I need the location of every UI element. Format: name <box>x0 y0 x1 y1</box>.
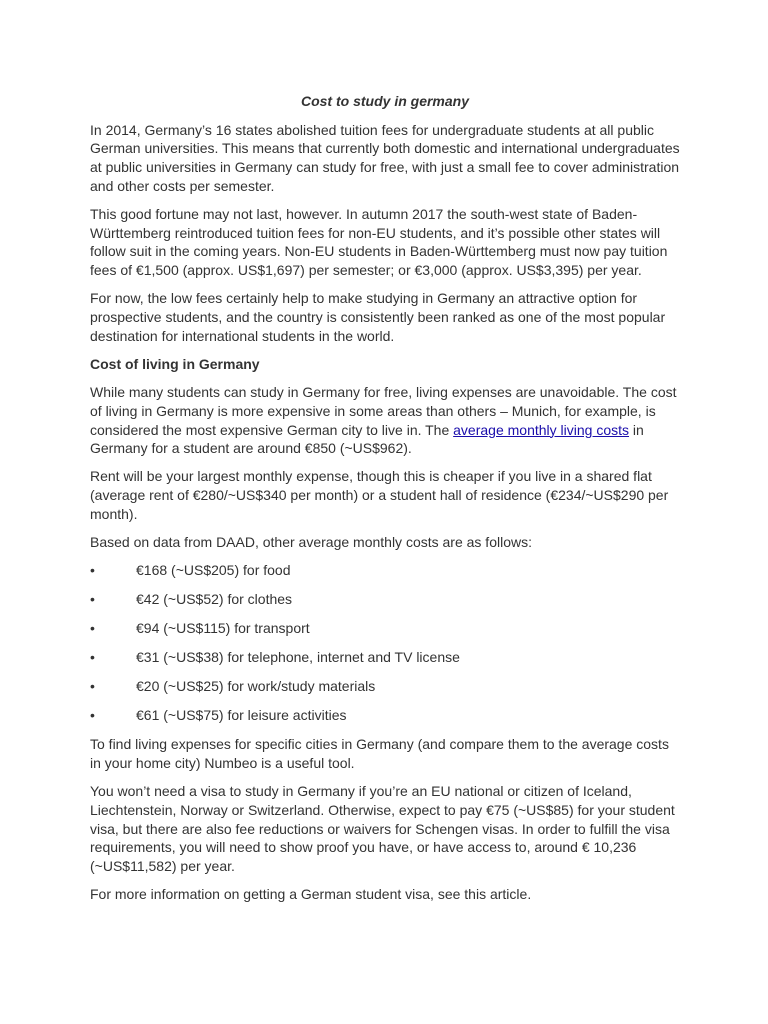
bullet-icon: • <box>90 678 95 695</box>
list-item <box>90 706 680 725</box>
bullet-icon: • <box>90 562 95 579</box>
list-item-text: €31 (~US$38) for telephone, internet and TV license <box>136 649 460 666</box>
numbeo-paragraph: To find living expenses for specific cities in Germany (and compare them to the average costs in your home city) Numbeo is a useful tool. <box>90 736 669 771</box>
average-monthly-living-costs-link[interactable]: average monthly living costs <box>453 421 630 438</box>
fortune-paragraph: This good fortune may not last, however. In autumn 2017 the south-west state of Baden-Württemberg reintroduced tuition fees for non-EU students, and it’s possible other states will follow suit in the coming years. Non-EU students in Baden-Württemberg must now pay tuition fees of €1,500 (approx. US$1,697) per semester; or €3,000 (approx. US$3,395) per year. <box>90 206 668 279</box>
list-item-text: €20 (~US$25) for work/study materials <box>136 678 376 695</box>
list-item <box>90 648 680 667</box>
monthly-costs-list <box>90 561 680 725</box>
visa-paragraph: You won’t need a visa to study in Germany if you’re an EU national or citizen of Iceland, Liechtenstein, Norway or Switzerland. Otherwise, expect to pay €75 (~US$85) for your student visa, but there are also fee reductions or waivers for Schengen visas. In order to fulfill the visa requirements, you will need to show proof you have, or have access to, around € 10,236 (~US$11,582) per year. <box>90 783 675 874</box>
page-title: Cost to study in germany <box>300 93 470 109</box>
bullet-icon: • <box>90 707 95 724</box>
list-item <box>90 561 680 580</box>
bullet-icon: • <box>90 620 95 637</box>
document-page <box>90 92 680 913</box>
bullet-icon: • <box>90 649 95 666</box>
section-heading-cost-of-living: Cost of living in Germany <box>90 355 260 372</box>
list-item-text: €42 (~US$52) for clothes <box>136 591 293 608</box>
list-item-text: €61 (~US$75) for leisure activities <box>136 707 347 724</box>
daad-intro-paragraph: Based on data from DAAD, other average monthly costs are as follows: <box>90 534 532 551</box>
for-now-paragraph: For now, the low fees certainly help to make studying in Germany an attractive option for prospective students, and the country is consistently been ranked as one of the most popular destination for international students in the world. <box>90 290 666 344</box>
living-paragraph <box>90 383 680 458</box>
rent-paragraph: Rent will be your largest monthly expense, though this is cheaper if you live in a shared flat (average rent of €280/~US$340 per month) or a student hall of residence (€234/~US$290 per month). <box>90 468 669 522</box>
list-item <box>90 590 680 609</box>
intro-paragraph: In 2014, Germany’s 16 states abolished tuition fees for undergraduate students at all public German universities. This means that currently both domestic and international undergraduates at public universities in Germany can study for free, with just a small fee to cover administration and other costs per semester. <box>90 121 680 194</box>
living-text-before-link: While many students can study in Germany for free, living expenses are unavoidable. The cost of living in Germany is more expensive in some areas than others – Munich, for example, is considered the most expensive German city to live in. The <box>90 384 677 438</box>
more-info-paragraph: For more information on getting a German student visa, see this article. <box>90 886 532 903</box>
list-item-text: €168 (~US$205) for food <box>136 562 291 579</box>
list-item <box>90 619 680 638</box>
living-text-after-link: in Germany for a student are around €850 (~US$962). <box>90 421 644 457</box>
bullet-icon: • <box>90 591 95 608</box>
list-item <box>90 677 680 696</box>
list-item-text: €94 (~US$115) for transport <box>136 620 310 637</box>
